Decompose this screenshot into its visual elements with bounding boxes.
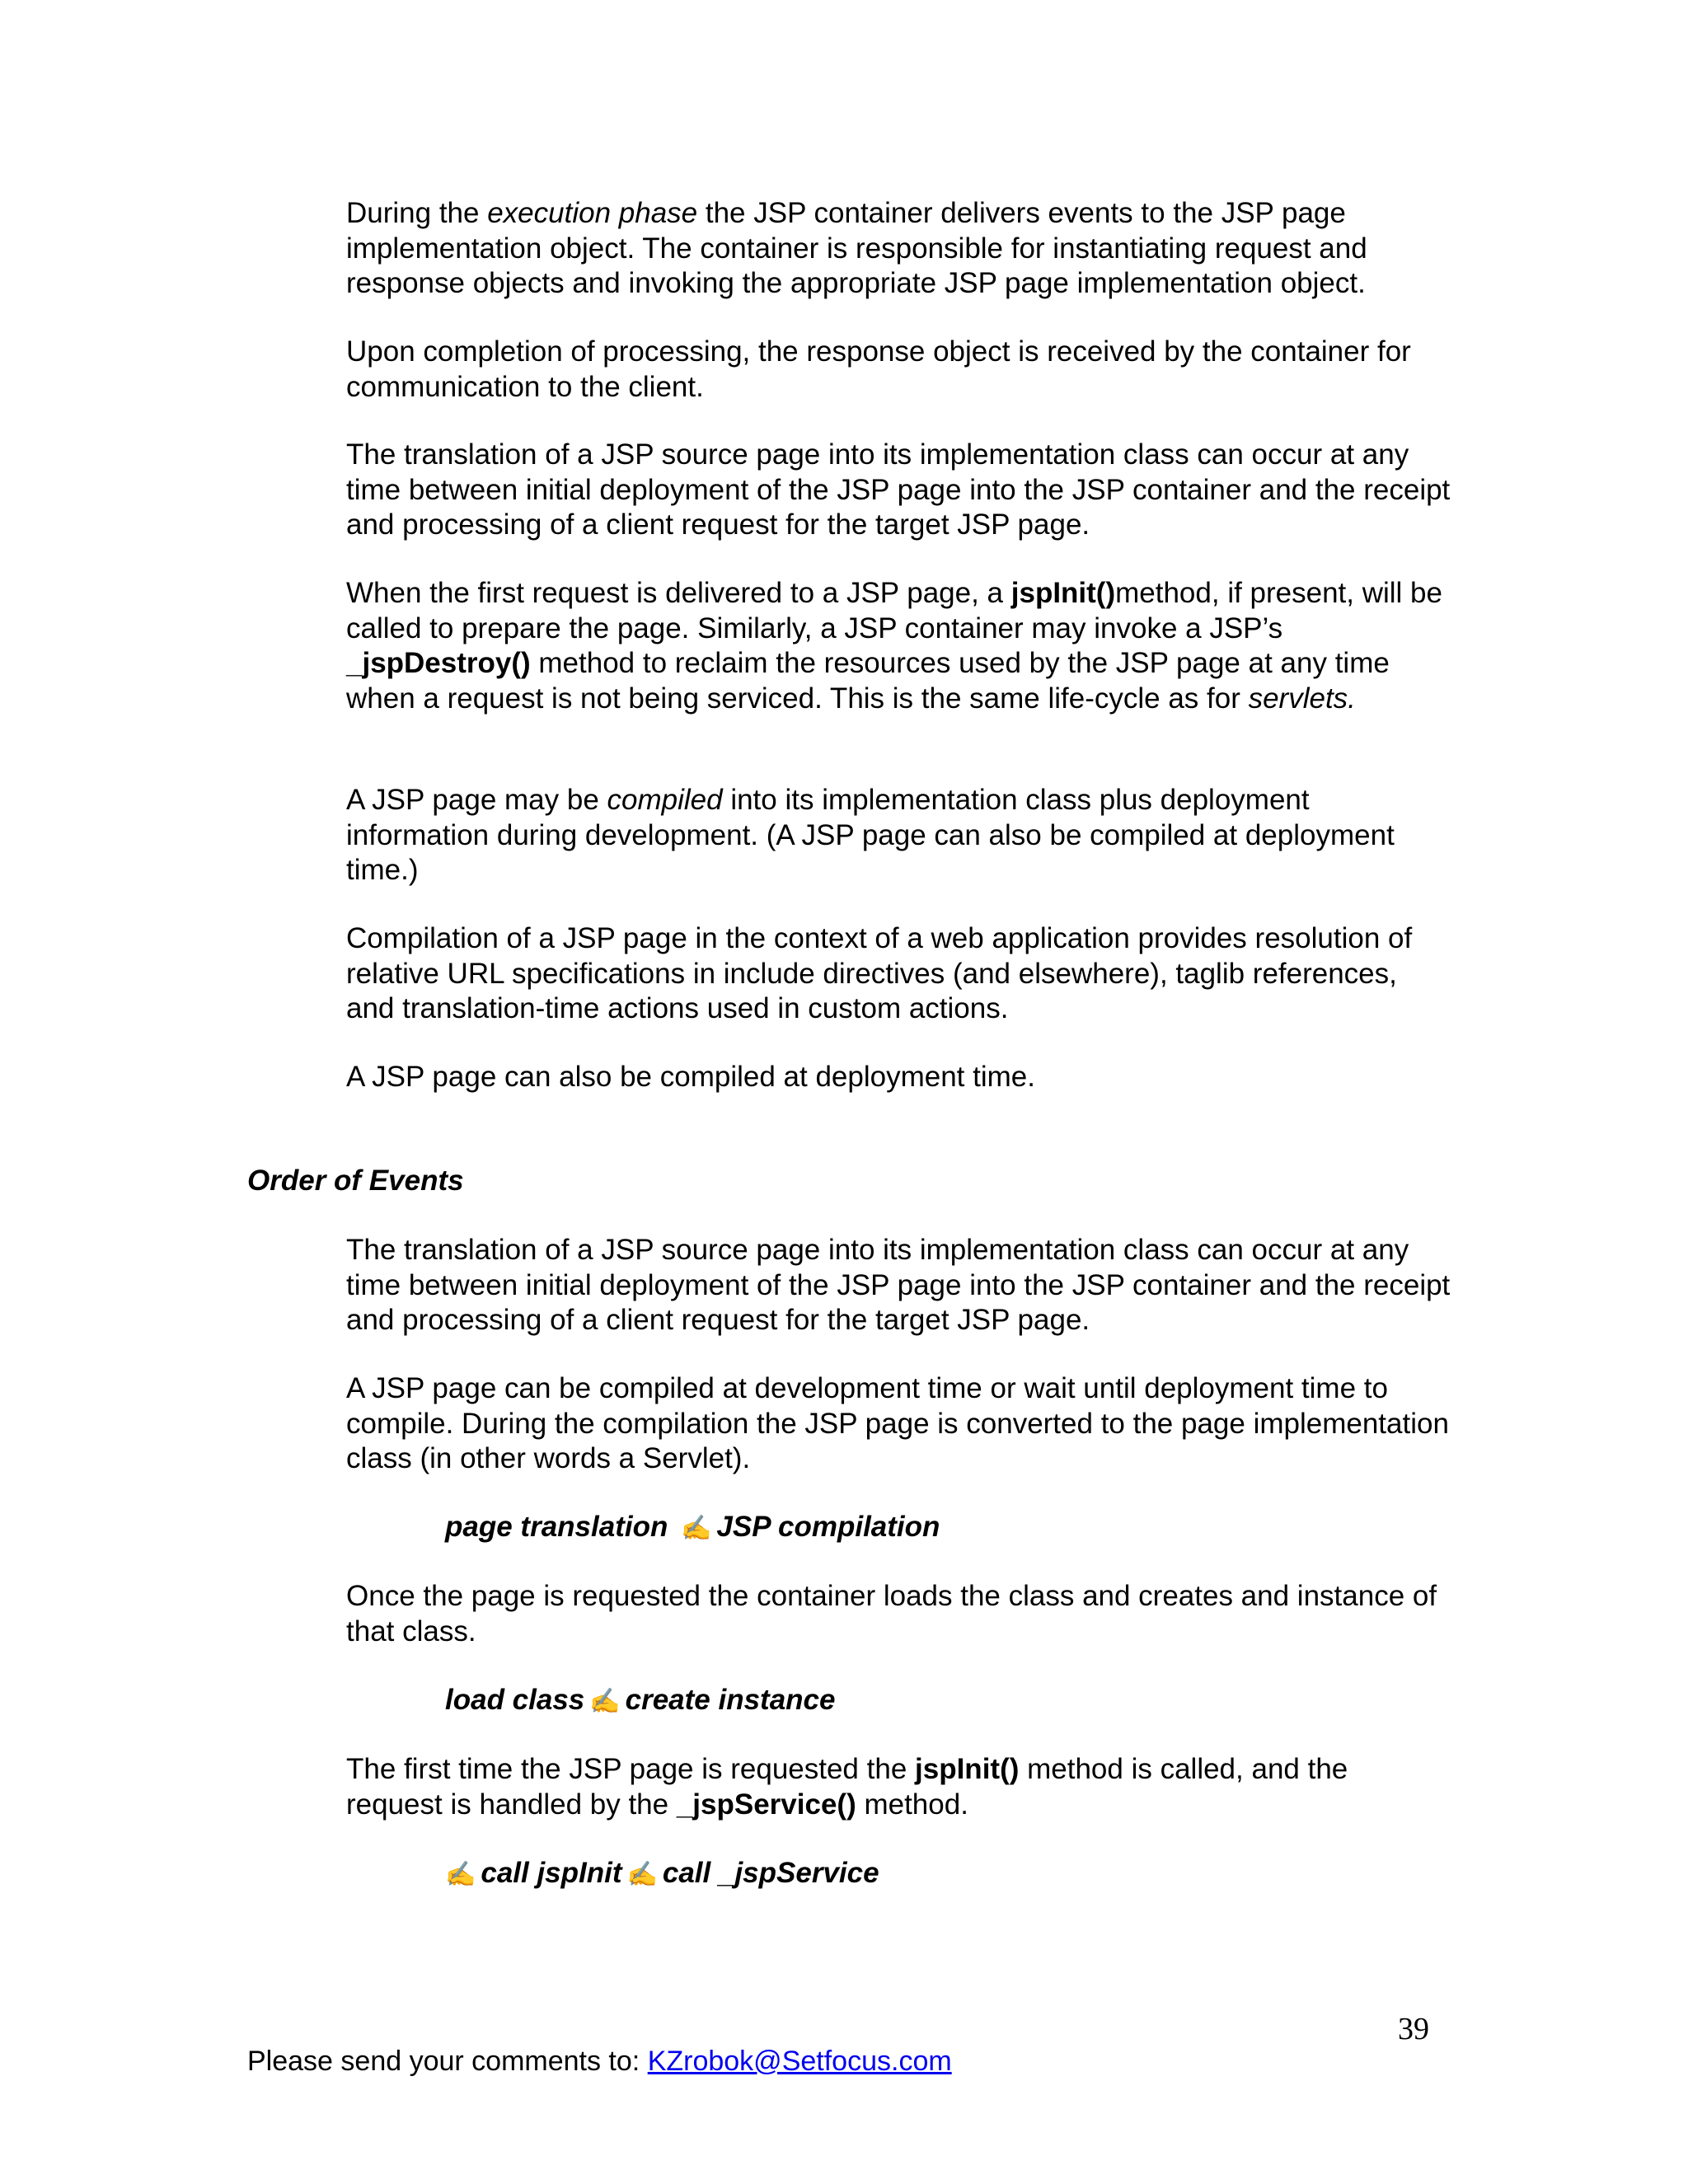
step-label: call _jspService (662, 1857, 879, 1889)
step-label: create instance (625, 1684, 836, 1716)
paragraph-translation-2: The translation of a JSP source page into its implementation class can occur at any time between initial deployment of the JSP page into the JSP container and the receipt and processing of a client request for the target JSP page. (346, 1234, 1451, 1336)
paragraph-execution-phase (346, 196, 1451, 302)
text: The first time the JSP page is requested the (346, 1753, 916, 1785)
emphasis-execution-phase: execution phase (487, 197, 698, 229)
email-link[interactable]: KZrobok@Setfocus.com (647, 2046, 952, 2077)
paragraph-deployment-compile: A JSP page can also be compiled at deployment time. (346, 1061, 1035, 1093)
step-label: page translation (445, 1511, 668, 1543)
paragraph-load-class: Once the page is requested the container loads the class and creates and instance of that class. (346, 1580, 1437, 1647)
text: the JSP container delivers events to the JSP page implementation object. The container is responsible for instantiating request and response objects and invoking the appropriate JSP page implementation object. (346, 197, 1367, 299)
page-number: 39 (1398, 2012, 1429, 2046)
footer-label: Please send your comments to: (247, 2046, 648, 2077)
paragraph-compile-time: A JSP page can be compiled at development time or wait until deployment time to compile. During the compilation the JSP page is converted to the page implementation class (in other words a Servlet). (346, 1372, 1449, 1474)
text: A JSP page may be (346, 784, 607, 816)
text: method to reclaim the resources used by the JSP page at any time when a request is not being serviced. This is the same life-cycle as for (346, 647, 1390, 715)
text: into its implementation class plus deployment information during development. (A JSP page can also be compiled at deployment time.) (346, 784, 1395, 886)
step-label: load class (445, 1684, 585, 1716)
paragraph-first-request (346, 1752, 1451, 1822)
writing-hand-icon: ✍ (589, 1688, 621, 1715)
paragraph-translation: The translation of a JSP source page into its implementation class can occur at any time between initial deployment of the JSP page into the JSP container and the receipt and processing of a client request for the target JSP page. (346, 438, 1451, 541)
emphasis-servlets: servlets. (1248, 682, 1356, 715)
text: When the first request is delivered to a JSP page, a (346, 577, 1011, 609)
text: method is called, and the request is handled by the (346, 1753, 1348, 1821)
writing-hand-icon: ✍ (626, 1861, 658, 1888)
text: During the (346, 197, 488, 229)
footer (247, 2044, 952, 2079)
step-call-jspinit (445, 1856, 879, 1893)
paragraph-compilation-context: Compilation of a JSP page in the context of a web application provides resolution of relative URL specifications in include directives (and elsewhere), taglib references, and translation-time actions used in custom actions. (346, 922, 1413, 1024)
code-jspservice: _jspService() (676, 1788, 856, 1821)
paragraph-response-completion: Upon completion of processing, the response object is received by the container for communication to the client. (346, 335, 1411, 403)
writing-hand-icon: ✍ (681, 1515, 712, 1542)
step-label: call jspInit (481, 1857, 622, 1889)
step-label: JSP compilation (716, 1511, 940, 1543)
emphasis-compiled: compiled (607, 784, 723, 816)
code-jspdestroy: _jspDestroy() (346, 647, 531, 679)
writing-hand-icon: ✍ (445, 1861, 476, 1888)
text: method. (856, 1788, 968, 1821)
paragraph-compiled (346, 783, 1451, 888)
code-jspinit: jspInit() (915, 1753, 1020, 1785)
code-jspinit: jspInit() (1010, 577, 1116, 609)
text: method, if present, will be called to prepare the page. Similarly, a JSP container may invoke a JSP’s (346, 577, 1442, 644)
paragraph-lifecycle (346, 576, 1451, 716)
section-heading: Order of Events (247, 1165, 464, 1197)
step-page-translation (445, 1510, 940, 1547)
step-load-class (445, 1683, 836, 1720)
